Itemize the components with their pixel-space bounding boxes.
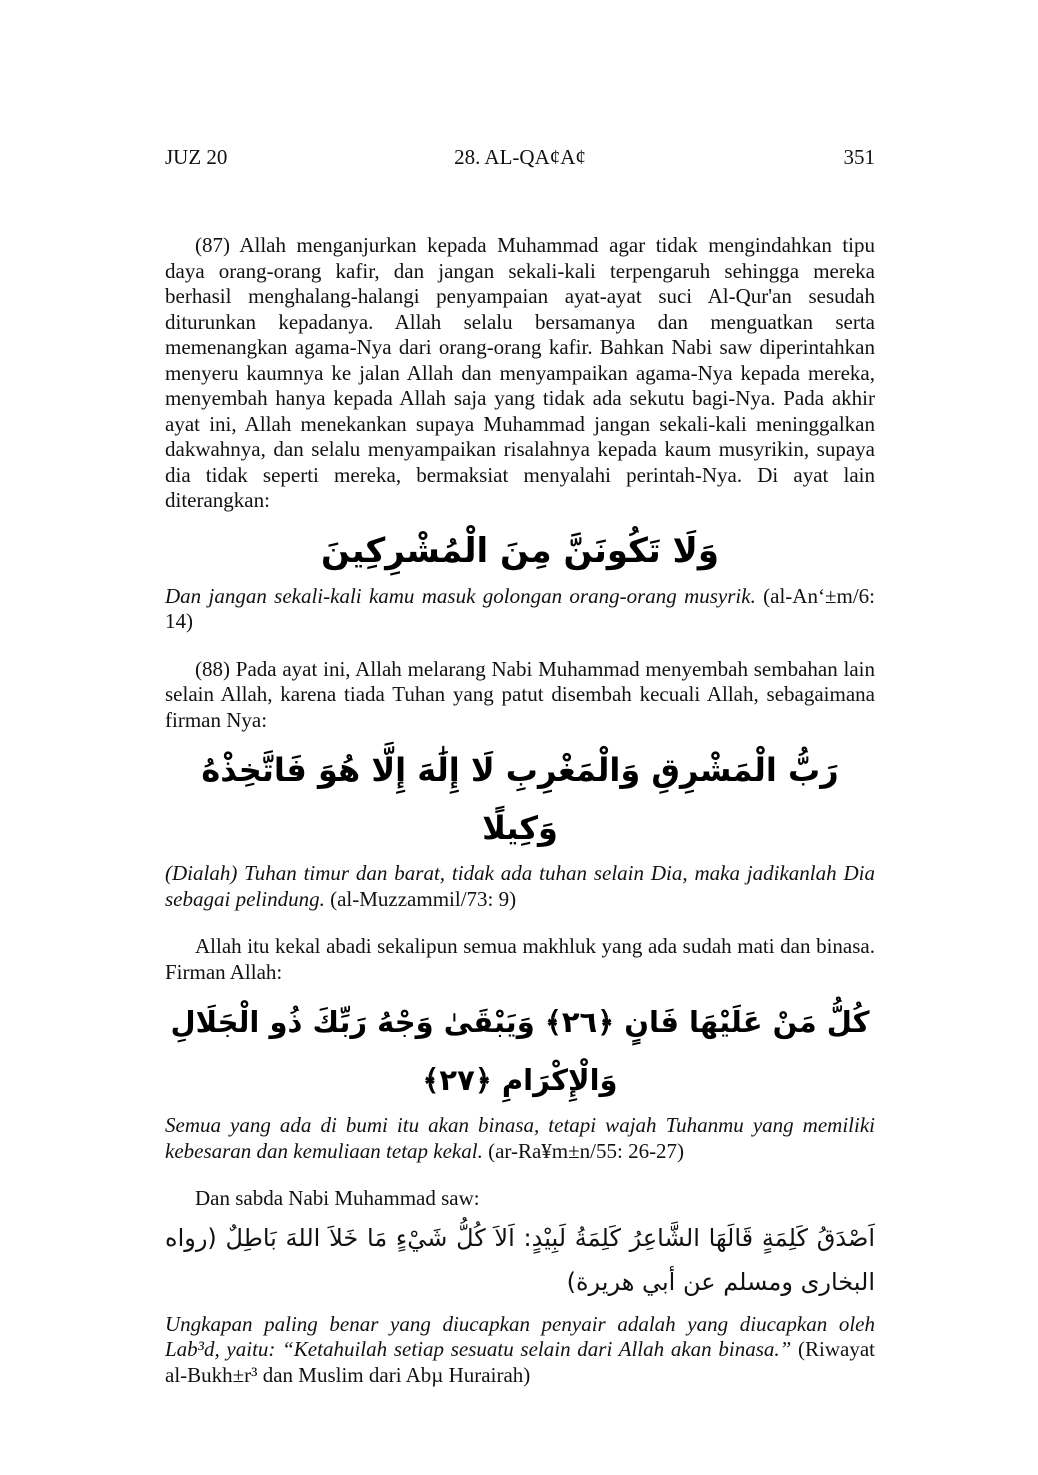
arabic-verse-al-muzzammil: رَبُّ الْمَشْرِقِ وَالْمَغْرِبِ لَا إِلَٰهَ إِلَّا هُوَ فَاتَّخِذْهُ وَكِيلًا (201, 751, 839, 847)
translation-ar-rahman (165, 1113, 875, 1164)
page-header (165, 145, 875, 175)
paragraph-verse-87: (87) Allah menganjurkan kepada Muhammad agar tidak mengindahkan tipu daya orang-orang kafir, dan jangan sekali-kali terpengaruh sehingga mereka berhasil menghalang-halangi penyampaian ayat-ayat suci Al-Qur'an sesudah diturunkan kepadanya. Allah selalu bersamanya dan menguatkan serta memenangkan agama-Nya dari orang-orang kafir. Bahkan Nabi saw diperintahkan menyeru kaumnya ke jalan Allah dan menyampaikan agama-Nya kepada mereka, menyembah hanya kepada Allah saja yang tidak ada sekutu bagi-Nya. Pada akhir ayat ini, Allah menekankan supaya Muhammad jangan sekali-kali meninggalkan dakwahnya, dan selalu menyampaikan risalahnya kepada kaum musyrikin, supaya dia tidak seperti mereka, bermaksiat menyalahi perintah-Nya. Di ayat lain diterangkan: (165, 233, 875, 512)
translation-hadith (165, 1312, 875, 1389)
arabic-hadith: اَصْدَقُ كَلِمَةٍ قَالَهَا الشَّاعِرُ كَلِمَةُ لَبِيْدٍ: اَلاَ كُلُّ شَيْءٍ مَا خَلاَ اللهَ بَاطِلٌ (رواه البخارى ومسلم عن أبي هريرة) (165, 1223, 875, 1296)
arabic-verse-al-anam: وَلَا تَكُونَنَّ مِنَ الْمُشْرِكِينَ (320, 530, 720, 571)
surah-title: 28. AL-QA¢A¢ (454, 145, 586, 169)
paragraph-verse-88: (88) Pada ayat ini, Allah melarang Nabi Muhammad menyembah sembahan lain selain Allah, karena tiada Tuhan yang patut disembah kecuali Allah, sebagaimana firman Nya: (165, 656, 875, 732)
translation-text: Ungkapan paling benar yang diucapkan penyair adalah yang diucapkan oleh Lab³d, yaitu: “Ketahuilah setiap sesuatu selain dari Allah akan binasa.” (165, 1311, 875, 1361)
verse-reference: (al-Muzzammil/73: 9) (324, 886, 517, 911)
arabic-verse-ar-rahman: كُلُّ مَنْ عَلَيْهَا فَانٍ ﴿٢٦﴾ وَيَبْقَىٰ وَجْهُ رَبِّكَ ذُو الْجَلَالِ وَالْإِكْرَامِ ﴿٢٧﴾ (170, 1005, 870, 1097)
hadith-reference: (Riwayat al-Bukh±r³ dan Muslim dari Abµ Hurairah) (165, 1337, 875, 1387)
verse-reference: (ar-Ra¥m±n/55: 26-27) (482, 1138, 685, 1163)
translation-al-anam (165, 584, 875, 635)
translation-text: Dan jangan sekali-kali kamu masuk golongan orang-orang musyrik. (165, 583, 756, 608)
juz-label: JUZ 20 (165, 145, 228, 169)
translation-text: (Dialah) Tuhan timur dan barat, tidak ada tuhan selain Dia, maka jadikanlah Dia sebagai pelindung. (165, 861, 875, 911)
paragraph-kekal: Allah itu kekal abadi sekalipun semua makhluk yang ada sudah mati dan binasa. Firman Allah: (165, 934, 875, 984)
page-body (165, 233, 875, 1388)
page-number: 351 (843, 145, 875, 169)
translation-text: Semua yang ada di bumi itu akan binasa, tetapi wajah Tuhanmu yang memiliki kebesaran dan kemuliaan tetap kekal. (165, 1113, 875, 1163)
paragraph-sabda: Dan sabda Nabi Muhammad saw: (195, 1186, 480, 1210)
translation-al-muzzammil (165, 861, 875, 912)
verse-reference: (al-An‘±m/6: 14) (165, 583, 875, 633)
